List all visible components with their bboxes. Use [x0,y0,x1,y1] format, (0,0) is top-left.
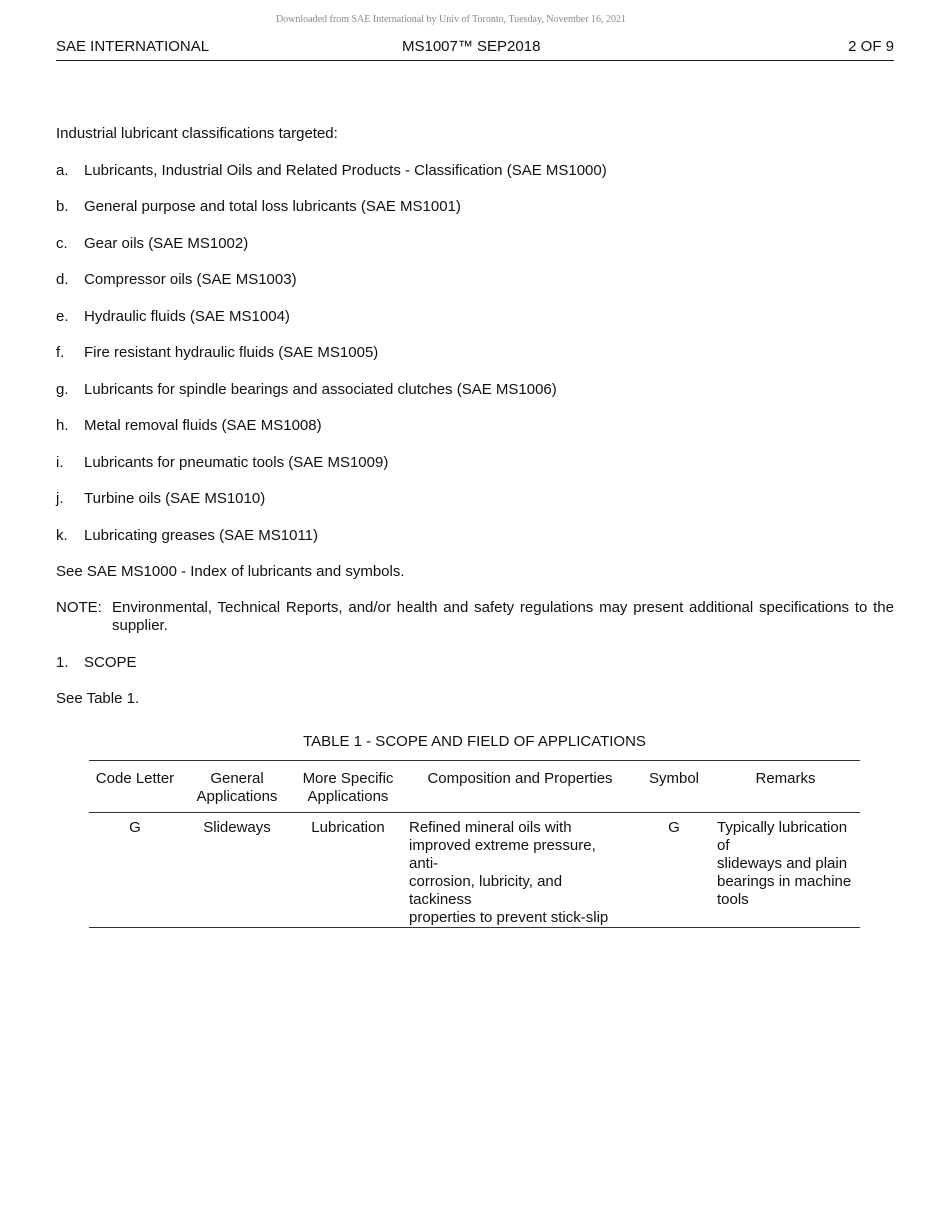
header-composition: Composition and Properties [427,770,613,787]
header-organization: SAE INTERNATIONAL [56,38,210,55]
list-marker: e. [56,308,69,325]
list-item-text: Lubricants for pneumatic tools (SAE MS1009) [84,454,389,471]
list-marker: k. [56,527,68,544]
list-item-text: Lubricants for spindle bearings and associated clutches (SAE MS1006) [84,381,557,398]
list-marker: f. [56,344,65,361]
page-header [56,38,894,61]
header-document-id: MS1007™ SEP2018 [402,38,541,55]
list-item-text: Fire resistant hydraulic fluids (SAE MS1005) [84,344,379,361]
list-item-text: Compressor oils (SAE MS1003) [84,271,297,288]
download-watermark: Downloaded from SAE International by Univ of Toronto, Tuesday, November 16, 2021 [275,14,627,25]
header-symbol: Symbol [648,770,700,787]
table-row [89,813,860,928]
list-marker: c. [56,235,68,252]
list-item-text: Gear oils (SAE MS1002) [84,235,249,252]
header-code-letter: Code Letter [95,770,175,787]
cell-general-application: Slideways [203,819,271,836]
cell-remarks: Typically lubrication of slideways and plain bearings in machine tools [717,819,852,908]
cell-composition: Refined mineral oils with improved extreme pressure, anti- corrosion, lubricity, and tackiness properties to prevent stick-slip [409,819,609,926]
list-marker: b. [56,198,69,215]
list-item-text: Turbine oils (SAE MS1010) [84,490,266,507]
cell-code-letter: G [129,819,141,836]
list-item-text: General purpose and total loss lubricants (SAE MS1001) [84,198,461,215]
section-title: SCOPE [84,654,137,671]
list-marker: j. [56,490,64,507]
note-label: NOTE: [56,599,102,616]
see-index-text: See SAE MS1000 - Index of lubricants and symbols. [56,563,405,580]
scope-table [89,760,860,928]
table-header-row [89,761,860,813]
list-item-text: Lubricants, Industrial Oils and Related Products - Classification (SAE MS1000) [84,162,607,179]
header-specific-applications: More Specific Applications [302,770,394,805]
list-marker: d. [56,271,69,288]
note-paragraph [56,599,894,635]
list-item-text: Lubricating greases (SAE MS1011) [84,527,319,544]
cell-specific-application: Lubrication [311,819,385,836]
list-marker: h. [56,417,69,434]
list-marker: i. [56,454,64,471]
list-marker: a. [56,162,69,179]
intro-text: Industrial lubricant classifications targeted: [56,125,338,142]
header-remarks: Remarks [755,770,816,787]
header-general-applications: General Applications [196,770,278,805]
see-table-text: See Table 1. [56,690,140,707]
list-item-text: Hydraulic fluids (SAE MS1004) [84,308,290,325]
section-number: 1. [56,654,69,671]
list-marker: g. [56,381,69,398]
table-title: TABLE 1 - SCOPE AND FIELD OF APPLICATIONS [303,733,646,750]
list-item-text: Metal removal fluids (SAE MS1008) [84,417,322,434]
cell-symbol: G [668,819,680,836]
note-text: Environmental, Technical Reports, and/or health and safety regulations may present additional specifications to the supplier. [112,599,894,634]
header-page-number: 2 OF 9 [848,38,894,55]
